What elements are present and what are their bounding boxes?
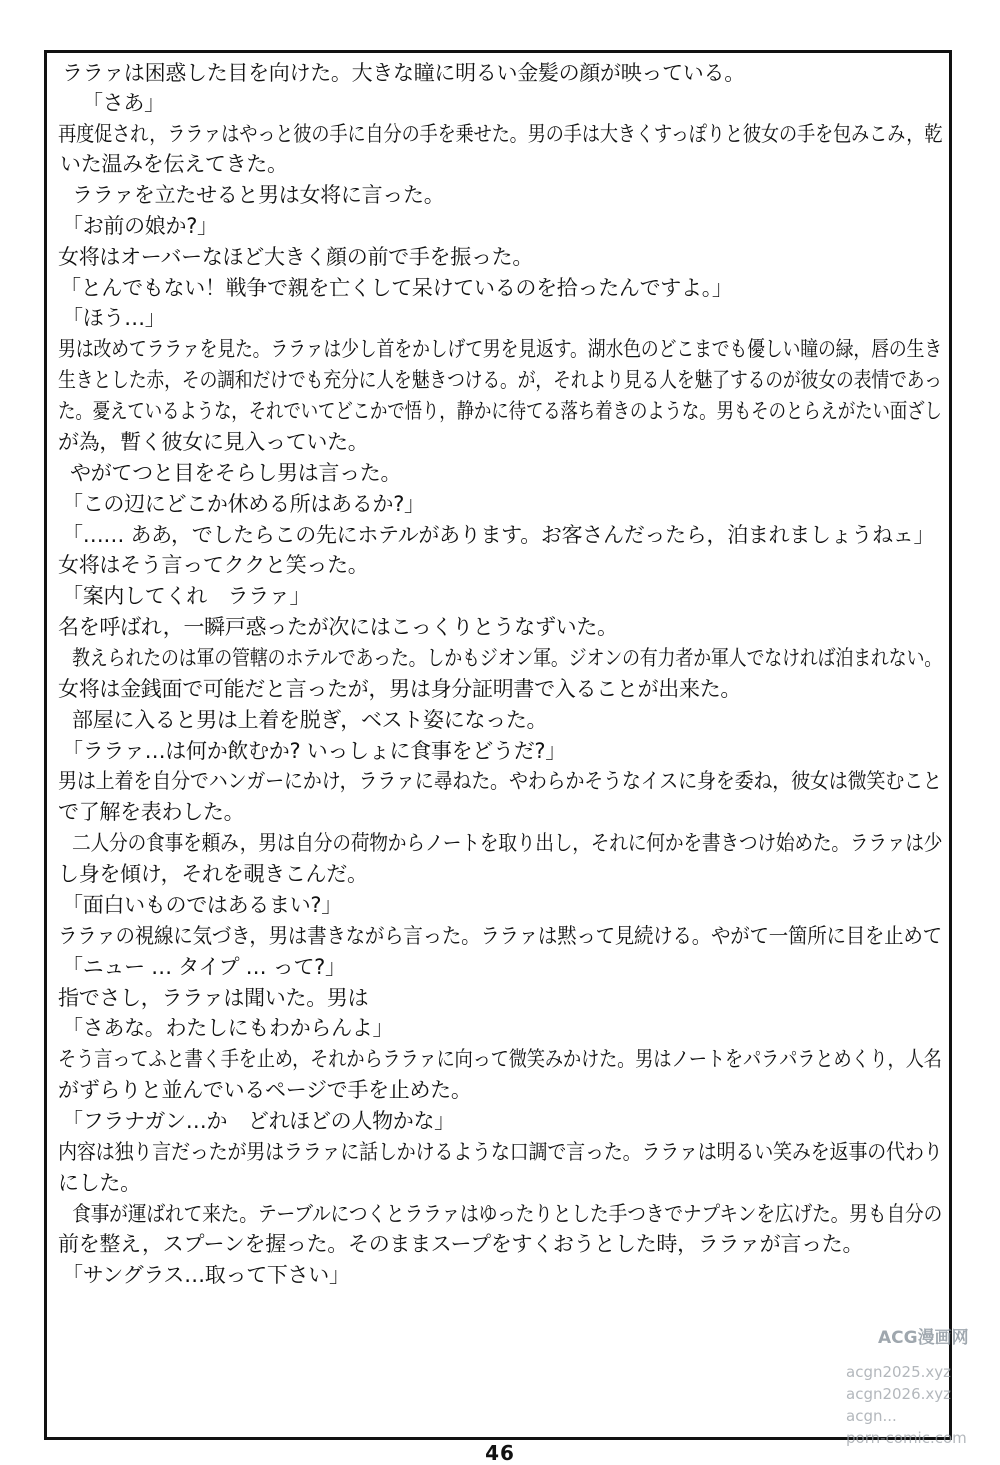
text-line: 「この辺にどこか休める所はあるか?」 <box>62 492 425 516</box>
text-line: 前を整え，スプーンを握った。そのままスープをすくおうとした時，ララァが言った。 <box>58 1232 864 1256</box>
watermark-url: porn-comic.com <box>846 1429 967 1447</box>
text-line: そう言ってふと書く手を止め，それからララァに向って微笑みかけた。男はノートをパラパラとめくり，人名 <box>58 1047 942 1071</box>
page-number: 46 <box>485 1441 515 1465</box>
text-line: 「フラナガン…か どれほどの人物かな」 <box>62 1109 455 1133</box>
text-line: 内容は独り言だったが男はララァに話しかけるような口調で言った。ララァは明るい笑みを返事の代わり <box>58 1140 943 1164</box>
text-line: にした。 <box>58 1171 141 1195</box>
text-line: いた温みを伝えてきた。 <box>60 152 288 176</box>
text-line: 部屋に入ると男は上着を脱ぎ，ベスト姿になった。 <box>72 708 548 732</box>
text-line: 再度促され，ララァはやっと彼の手に自分の手を乗せた。男の手は大きくすっぽりと彼女の手を包みこみ，乾 <box>58 122 943 146</box>
text-line: 「ほう…」 <box>62 306 166 330</box>
text-line: で了解を表わした。 <box>58 800 245 824</box>
text-line: が為，暫く彼女に見入っていた。 <box>58 430 369 454</box>
text-line: 名を呼ばれ，一瞬戸惑ったが次にはこっくりとうなずいた。 <box>58 615 618 639</box>
text-body <box>58 58 942 1428</box>
text-line: 二人分の食事を頼み，男は自分の荷物からノートを取り出し，それに何かを書きつけ始めた。ララァは少 <box>72 831 943 855</box>
watermark-url: acgn2026.xyz <box>846 1385 952 1403</box>
text-line: 「お前の娘か?」 <box>62 214 218 238</box>
text-line: 男は改めてララァを見た。ララァは少し首をかしげて男を見返す。湖水色のどこまでも優しい瞳の緑，唇の生き <box>58 337 942 361</box>
text-line: ララァを立たせると男は女将に言った。 <box>72 183 445 207</box>
text-line: た。憂えているような，それでいてどこかで悟り，静かに待てる落ち着きのような。男もそのとらえがたい面ざし <box>58 399 942 423</box>
text-line: 「サングラス…取って下さい」 <box>62 1263 350 1287</box>
watermark-logo: ACG漫画网 <box>878 1328 969 1348</box>
watermark-url: acgn2025.xyz <box>846 1363 952 1381</box>
text-line: がずらりと並んでいるページで手を止めた。 <box>58 1078 472 1102</box>
text-line: 「案内してくれ ララァ」 <box>62 584 311 608</box>
text-line: ララァは困惑した目を向けた。大きな瞳に明るい金髪の顔が映っている。 <box>62 61 745 85</box>
text-line: 教えられたのは軍の管轄のホテルであった。しかもジオン軍。ジオンの有力者か軍人でなければ泊まれない。 <box>72 646 943 670</box>
text-line: 「とんでもない！戦争で親を亡くして呆けているのを拾ったんですよ。」 <box>60 276 733 300</box>
watermark-url: acgn... <box>846 1407 897 1425</box>
text-line: 「さあ」 <box>82 91 165 115</box>
text-line: 「ララァ…は何か飲むか? いっしょに食事をどうだ?」 <box>62 739 566 763</box>
text-line: 食事が運ばれて来た。テーブルにつくとララァはゆったりとした手つきでナプキンを広げた。男も自分の <box>72 1202 943 1226</box>
text-line: 女将はそう言ってククと笑った。 <box>58 553 369 577</box>
text-line: 女将はオーバーなほど大きく顔の前で手を振った。 <box>58 245 534 269</box>
text-line: 「…… ああ，でしたらこの先にホテルがあります。お客さんだったら，泊まれましょうねェ」 <box>62 523 935 547</box>
text-line: 生きとした赤，その調和だけでも充分に人を魅きつける。が，それより見る人を魅了するのが彼女の表情であっ <box>58 368 942 392</box>
text-line: 男は上着を自分でハンガーにかけ，ララァに尋ねた。やわらかそうなイスに身を委ね，彼女は微笑むこと <box>58 769 942 793</box>
text-line: 「面白いものではあるまい?」 <box>62 893 342 917</box>
watermark <box>840 1328 990 1454</box>
text-line: 「さあな。わたしにもわからんよ」 <box>62 1016 394 1040</box>
text-line: 女将は金銭面で可能だと言ったが，男は身分証明書で入ることが出来た。 <box>58 677 742 701</box>
text-line: し身を傾け，それを覗きこんだ。 <box>58 862 368 886</box>
text-line: ララァの視線に気づき，男は書きながら言った。ララァは黙って見続ける。やがて一箇所に目を止めて <box>58 924 942 948</box>
text-line: 「ニュー … タイプ … って?」 <box>62 955 346 979</box>
text-line: やがてつと目をそらし男は言った。 <box>70 461 402 485</box>
text-line: 指でさし，ララァは聞いた。男は <box>58 986 369 1010</box>
